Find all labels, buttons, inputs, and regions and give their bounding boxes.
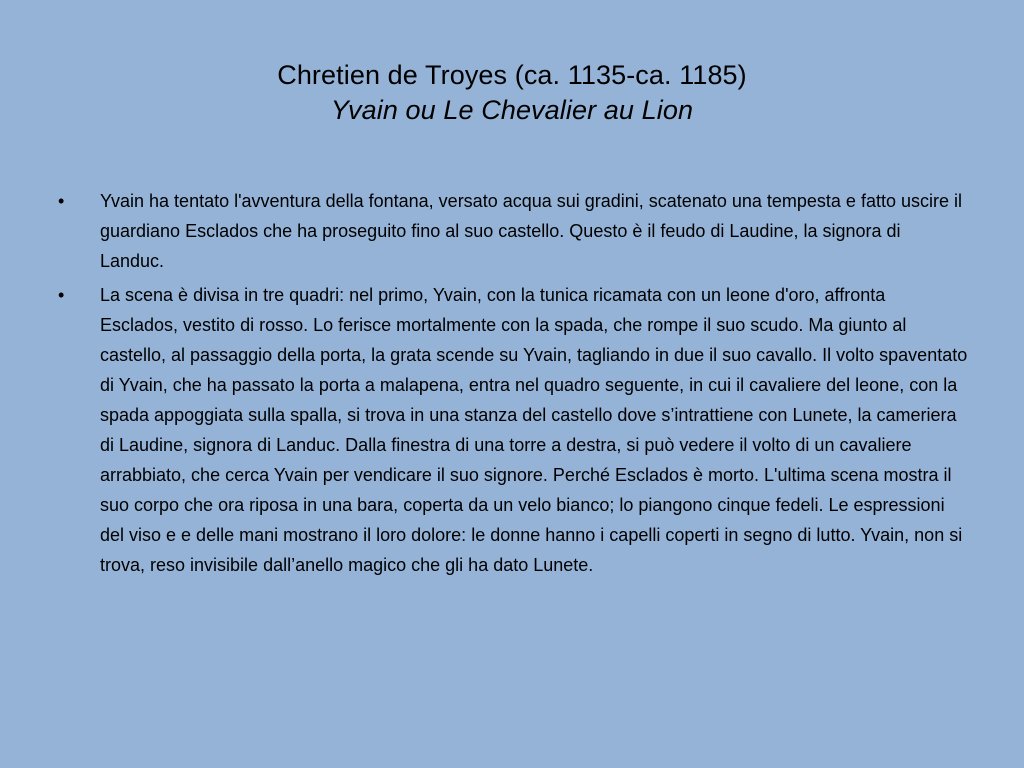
bullet-item	[58, 280, 968, 580]
bullet-point-icon: •	[58, 191, 65, 211]
bullet-text: Yvain ha tentato l'avventura della fontana, versato acqua sui gradini, scatenato una tempesta e fatto uscire il guardiano Esclados che ha proseguito fino al suo castello. Questo è il feudo di Laudine, la signora di Landuc.	[100, 191, 962, 271]
bullet-point-icon: •	[58, 285, 65, 305]
slide-subtitle: Yvain ou Le Chevalier au Lion	[330, 95, 694, 125]
slide-title: Chretien de Troyes (ca. 1135-ca. 1185)	[277, 60, 747, 90]
title-block	[0, 58, 1024, 128]
bullet-text: La scena è divisa in tre quadri: nel primo, Yvain, con la tunica ricamata con un leone d'oro, affronta Esclados, vestito di rosso. Lo ferisce mortalmente con la spada, che rompe il suo scudo. Ma giunto al castello, al passaggio della porta, la grata scende su Yvain, tagliando in due il suo cavallo. Il volto spaventato di Yvain, che ha passato la porta a malapena, entra nel quadro seguente, in cui il cavaliere del leone, con la spada appoggiata sulla spalla, si trova in una stanza del castello dove s’intrattiene con Lunete, la cameriera di Laudine, signora di Landuc. Dalla finestra di una torre a destra, si può vedere il volto di un cavaliere arrabbiato, che cerca Yvain per vendicare il suo signore. Perché Esclados è morto. L'ultima scena mostra il suo corpo che ora riposa in una bara, coperta da un velo bianco; lo piangono cinque fedeli. Le espressioni del viso e e delle mani mostrano il loro dolore: le donne hanno i capelli coperti in segno di lutto. Yvain, non si trova, reso invisibile dall’anello magico che gli ha dato Lunete.	[100, 285, 968, 575]
bullet-list	[58, 186, 968, 580]
bullet-item	[58, 186, 968, 276]
slide-content	[58, 186, 968, 580]
